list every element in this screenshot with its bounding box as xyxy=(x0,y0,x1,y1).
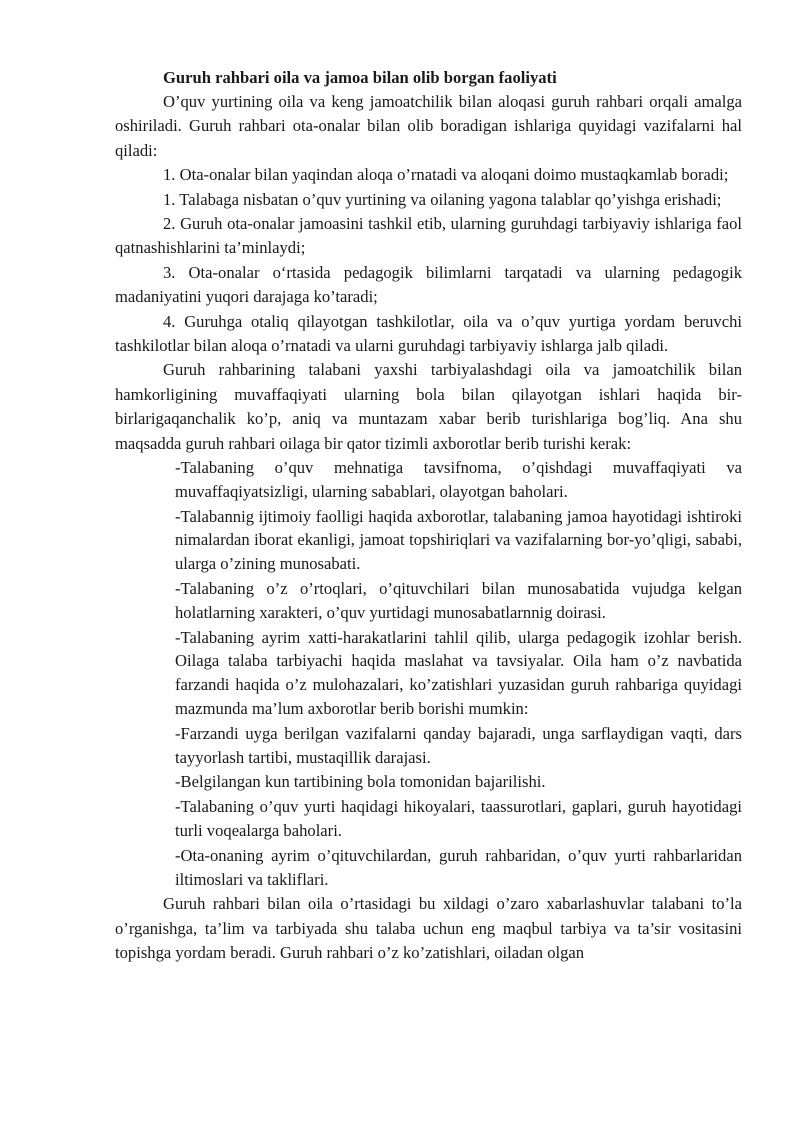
document-page xyxy=(115,66,742,966)
list-item: -Talabaning o’quv yurti haqidagi hikoyalari, taassurotlari, gaplari, guruh hayotidagi turli voqealarga baholari. xyxy=(175,797,742,841)
info-list xyxy=(115,456,742,892)
paragraph-task-1: 1. Ota-onalar bilan yaqindan aloqa o’rnatadi va aloqani doimo mustaqkamlab boradi; xyxy=(163,165,729,185)
paragraph-task-3: 3. Ota-onalar o‘rtasida pedagogik bilimlarni tarqatadi va ularning pedagogik madaniyatini yuqori darajaga ko’taradi; xyxy=(115,262,742,307)
section-title: Guruh rahbari oila va jamoa bilan olib borgan faoliyati xyxy=(163,68,557,87)
list-item: -Talabaning o’quv mehnatiga tavsifnoma, o’qishdagi muvaffaqiyati va muvaffaqiyatsizligi, ularning sabablari, olayotgan baholari. xyxy=(175,458,742,501)
paragraph-conclusion: Guruh rahbari bilan oila o’rtasidagi bu xildagi o’zaro xabarlashuvlar talabani to’la o’rganishga, ta’lim va tarbiyada shu talaba uchun eng maqbul tarbiya va ta’sir vositasini topishga yordam beradi. Guruh rahbari o’z ko’zatishlari, oiladan olgan xyxy=(115,894,742,963)
paragraph-cooperation: Guruh rahbarining talabani yaxshi tarbiyalashdagi oila va jamoatchilik bilan hamkorligining muvaffaqiyati ularning bola bilan qilayotgan ishlari haqida bir-birlarigaqanchalik ko’p, aniq va muntazam xabar berib turishlariga bog’liq. Ana shu maqsadda guruh rahbari oilaga bir qator tizimli axborotlar berib turishi kerak: xyxy=(115,360,742,453)
list-item: -Belgilangan kun tartibining bola tomonidan bajarilishi. xyxy=(175,772,546,792)
list-item: -Talabaning ayrim xatti-harakatlarini tahlil qilib, ularga pedagogik izohlar berish. Oilaga talaba tarbiyachi haqida maslahat va tavsiyalar. Oila ham o’z navbatida farzandi haqida o’z mulohazalari, ko’zatishlari yuzasidan guruh rahbariga quyidagi mazmunda ma’lum axborotlar berib borishi mumkin: xyxy=(175,627,742,719)
paragraph-task-4: 4. Guruhga otaliq qilayotgan tashkilotlar, oila va o’quv yurtiga yordam beruvchi tashkilotlar bilan aloqa o’rnatadi va ularni guruhdagi tarbiyaviy ishlarga jalb qiladi. xyxy=(115,311,742,356)
paragraph-intro: O’quv yurtining oila va keng jamoatchilik bilan aloqasi guruh rahbari orqali amalga oshiriladi. Guruh rahbari ota-onalar bilan olib boradigan ishlariga quyidagi vazifalarni hal qiladi: xyxy=(115,92,742,160)
paragraph-task-1b: 1. Talabaga nisbatan o’quv yurtining va oilaning yagona talablar qo’yishga erishadi; xyxy=(163,189,722,209)
list-item: -Talabannig ijtimoiy faolligi haqida axborotlar, talabaning jamoa hayotidagi ishtiroki nimalardan iborat ekanligi, jamoat topshiriqlari va vazifalarning bor-yo’qligi, sababi, ularga o’zining munosabati. xyxy=(175,506,742,574)
list-item: -Ota-onaning ayrim o’qituvchilardan, guruh rahbaridan, o’quv yurti rahbarlaridan iltimoslari va takliflari. xyxy=(175,845,742,889)
list-item: -Talabaning o’z o’rtoqlari, o’qituvchilari bilan munosabatida vujudga kelgan holatlarning xarakteri, o’quv yurtidagi munosabatlarnnig doirasi. xyxy=(175,579,742,622)
paragraph-task-2: 2. Guruh ota-onalar jamoasini tashkil etib, ularning guruhdagi tarbiyaviy ishlariga faol qatnashishlarini ta’minlaydi; xyxy=(115,214,742,258)
list-item: -Farzandi uyga berilgan vazifalarni qanday bajaradi, unga sarflaydigan vaqti, dars tayyorlash tartibi, mustaqillik darajasi. xyxy=(175,723,742,767)
